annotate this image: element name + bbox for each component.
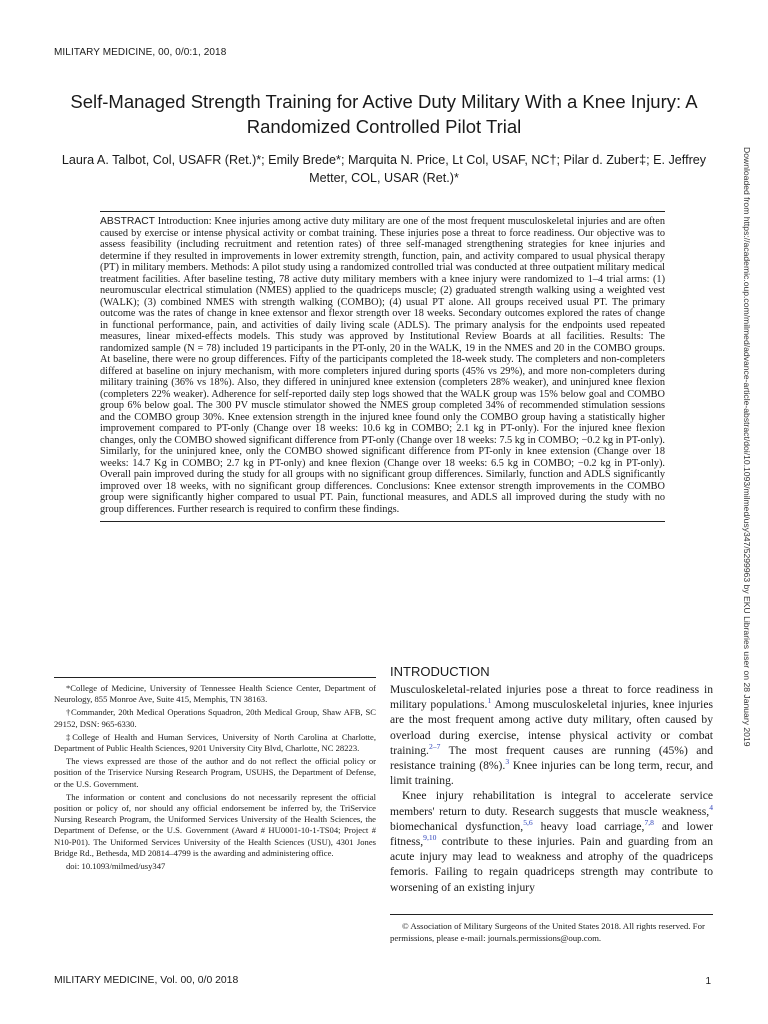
abstract-section	[100, 211, 665, 522]
text-run: Among musculoskeletal injuries, knee injuries are the most frequent among active duty military, often caused by overload during exercise, intense physical activity or combat training.	[390, 698, 714, 757]
citation-link[interactable]: 1	[487, 696, 492, 706]
text-run: Musculoskeletal-related injuries pose a threat to force readiness in military populations.	[390, 683, 713, 712]
footnote-affiliation-3: ‡College of Health and Human Services, University of North Carolina at Charlotte, Department of Public Health Sciences, 9201 University City Blvd, Charlotte, NC 28223.	[54, 731, 376, 754]
text-run: biomechanical dysfunction,	[390, 819, 524, 833]
journal-footer: MILITARY MEDICINE, Vol. 00, 0/0 2018	[54, 975, 239, 986]
article-title: Self-Managed Strength Training for Active Duty Military With a Knee Injury: A Randomized Controlled Pilot Trial	[70, 91, 698, 137]
abstract-label: ABSTRACT	[100, 216, 155, 227]
footnote-affiliation-1: *College of Medicine, University of Tennessee Health Science Center, Department of Neurology, 855 Monroe Ave, Suite 415, Memphis, TN 38163.	[54, 683, 376, 705]
citation-link[interactable]: 7,8	[644, 817, 654, 827]
footnote-affiliation-2: †Commander, 20th Medical Operations Squadron, 20th Medical Group, Shaw AFB, SC 29152, DSN: 965-6330.	[54, 707, 376, 729]
download-notice-text: Downloaded from https://academic.oup.com/milmed/advance-article-abstract/doi/10.1093/milmed/usy347/5299963 by EKU Libraries user on 28 January 2019	[742, 147, 752, 747]
footnote-doi: doi: 10.1093/milmed/usy347	[66, 861, 166, 872]
abstract-body: Introduction: Knee injuries among active duty military are one of the most frequent musculoskeletal injuries and are often caused by exercise or intense physical activity or combat training. These injuries pose a threat to force readiness. Our objective was to assess feasibility (including recruitment and retention rates) of three self-managed strengthening strategies for knee injuries and determine if they resulted in improvements in lower extremity strength, function, pain, and activity compared to usual physical therapy (PT) in military members. Methods: A pilot study using a randomized controlled trial was conducted at three outpatient military medical treatment facilities. After baseline testing, 78 active duty military members with a knee injury were randomized to 1–4 trial arms: (1) neuromuscular electrical stimulation (NMES) applied to the quadriceps muscle; (2) graduated strength walking using a weighted vest (WALK); (3) combined NMES with strength walking (COMBO); (4) usual PT alone. All groups received usual PT. The primary outcome was the rates of change in knee extensor and flexor strength over 18 weeks. Secondary outcomes explored the rates of change in functional performance, pain, and activities of daily living scale (ADLS). The primary analysis for the endpoints used repeated measures, linear mixed-effects models. This study was approved by Institutional Review Boards at all facilities. Results: The randomized sample (N = 78) included 19 participants in the PT-only, 20 in the WALK, 19 in the NMES and 20 in the COMBO groups. At baseline, there were no group differences. Fifty of the participants completed the 18-week study. The completers and non-completers differed at baseline on injury mechanism, with more completers injured during sports (45% vs 29%), and more non-completers during military training (36% vs 18%). Also, they differed in uninjured knee extension (completers 28% weaker), and uninjured knee flexion (completers 22% weaker). Adherence for self-reported daily step logs showed that the WALK group was 15% below goal and COMBO group 6% below goal. The 300 PV muscle stimulator showed the NMES group completed 34% of recommended stimulation sessions and the COMBO group 30%. Knee extension strength in the injured knee found only the COMBO group having a statistically higher improvement compared to PT-only (Change over 18 weeks: 10.6 kg in COMBO; 2.1 kg in PT-only). For the injured knee flexion changes, only the COMBO showed significant difference from PT-only (Change over 18 weeks: 7.5 kg in COMBO; −0.2 kg in PT-only). Similarly, for the uninjured knee, only the COMBO showed significant difference from PT-only in knee extension (Change over 18 weeks: 14.7 Kg in COMBO; 2.7 kg in PT-only) and knee flexion (Change over 18 weeks: 6.5 kg in COMBO; −0.2 kg in PT-only). Overall pain improved during the study for all groups with no significant group differences. Similarly, function and ADLS significantly improved over 18 weeks, with no significant group differences. Conclusions: Knee extensor strength improvements in the COMBO group were significantly higher compared to usual PT. Pain, functional measures, and ADLS all improved during the study with no group differences. Further research is required to confirm these findings.	[100, 216, 665, 515]
running-head: MILITARY MEDICINE, 00, 0/0:1, 2018	[54, 47, 227, 58]
citation-link[interactable]: 4	[709, 802, 713, 812]
text-run: Knee injury rehabilitation is integral to accelerate service members' return to duty. Research suggests that muscle weakness,	[390, 789, 713, 818]
text-run: The most frequent causes are running (45%) and resistance training (8%).	[390, 743, 713, 773]
introduction-section	[390, 664, 713, 895]
download-notice	[740, 147, 756, 967]
author-list: Laura A. Talbot, Col, USAFR (Ret.)*; Emily Brede*; Marquita N. Price, Lt Col, USAF, NC†; Pilar d. Zuber‡; E. Jeffrey Metter, COL, USAR (Ret.)*	[61, 153, 707, 185]
introduction-paragraph-1	[390, 682, 713, 788]
citation-link[interactable]: 3	[505, 757, 510, 767]
page-number: 1	[705, 976, 711, 987]
citation-link[interactable]: 9,10	[423, 833, 437, 843]
author-footnotes	[54, 677, 376, 874]
copyright-notice: © Association of Military Surgeons of the United States 2018. All rights reserved. For permissions, please e-mail: journals.permissions@oup.com.	[390, 914, 713, 944]
footnote-disclaimer: The views expressed are those of the author and do not reflect the official policy or position of the Triservice Nursing Research Program, USUHS, the Department of Defense, or the U.S. Government.	[54, 756, 376, 789]
text-run: contribute to these injuries. Pain and guarding from an acute injury may lead to weakness and atrophy of the quadriceps femoris. Failing to regain quadriceps strength may contribute to worsening of an existing injury	[390, 835, 713, 894]
introduction-paragraph-2	[390, 788, 713, 894]
introduction-heading: INTRODUCTION	[390, 664, 490, 679]
citation-link[interactable]: 2–7	[428, 741, 441, 751]
footnote-funding: The information or content and conclusions do not necessarily represent the official position or policy of, nor should any official endorsement be inferred by, the TriService Nursing Research Program, the Uniformed Services University of the Health Sciences, the Department of Defense, or the U.S. Government (Award # HU0001-10-1-TS04; Project # N10-P01). The Uniformed Services University of the Health Sciences (USU), 4301 Jones Bridge Rd., Bethesda, MD 20814–4799 is the awarding and administering office.	[54, 791, 376, 858]
citation-link[interactable]: 5,6	[523, 817, 533, 827]
text-run: and lower fitness,	[390, 819, 714, 849]
text-run: Knee injuries can be long term, recur, and limit training.	[390, 759, 713, 788]
abstract-text	[100, 216, 665, 515]
text-run: heavy load carriage,	[532, 819, 645, 833]
